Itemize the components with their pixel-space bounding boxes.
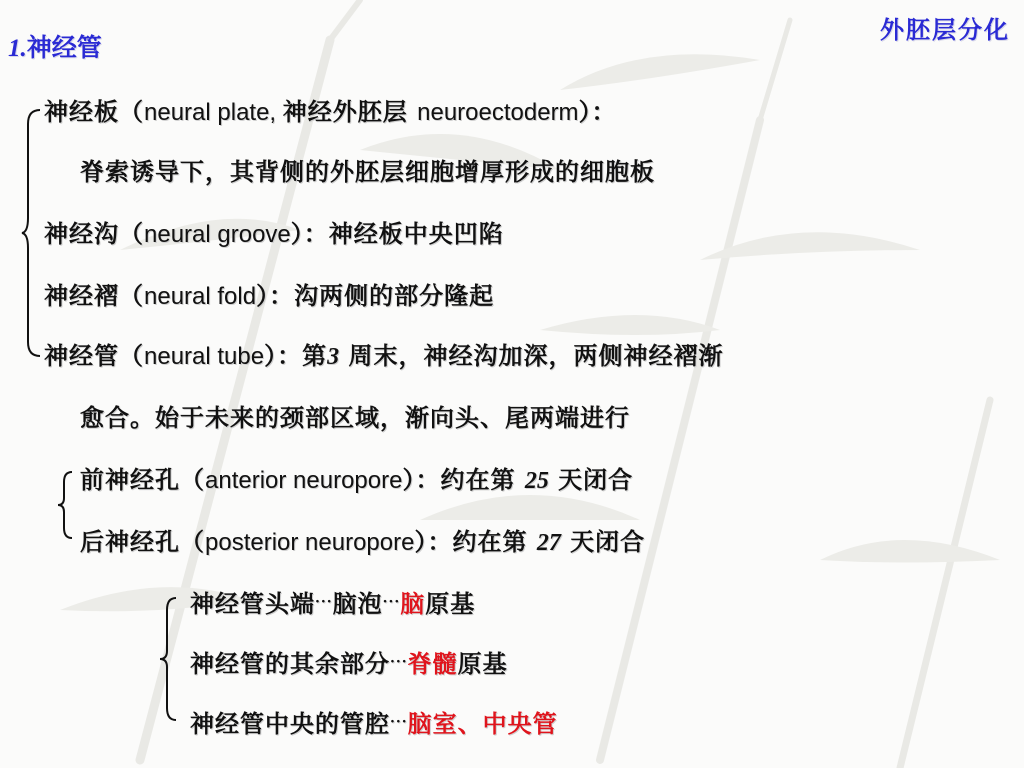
neural-groove-line [44,214,504,249]
slide-heading [8,28,102,64]
tube-part-lumen [190,704,558,739]
anterior-neuropore-day: 25 [524,468,549,494]
posterior-neuropore-tail: 天闭合 [560,527,646,556]
slide-section-title: 外胚层分化 [880,15,1010,44]
neural-tube-desc: 周末，神经沟加深，两侧神经褶渐 [339,341,724,370]
tube-part-head-mid: 脑泡 [332,589,383,618]
heading-text: 神经管 [26,33,102,62]
neural-plate-description [80,152,655,187]
tube-part-rest-red: 脊髓 [407,649,458,678]
neural-tube-desc-text: 愈合。始于未来的颈部区域，渐向头、尾两端进行 [80,403,630,432]
anterior-neuropore-tail: 天闭合 [548,465,634,494]
anterior-neuropore-mid: ）：约在第 [402,465,525,494]
posterior-neuropore-mid: ）：约在第 [414,527,537,556]
brace-neuropore [56,470,74,540]
neural-fold-en: neural fold [144,283,257,310]
neural-fold-term: 神经褶（ [44,281,144,310]
neural-plate-line [44,92,617,127]
tube-part-rest-sep1: ··· [390,654,408,670]
neural-tube-week: 3 [327,344,340,370]
neural-fold-desc: ）：沟两侧的部分隆起 [256,281,495,310]
neuroectoderm-term: 神经外胚层 [282,97,418,126]
neural-plate-desc-text: 脊索诱导下，其背侧的外胚层细胞增厚形成的细胞板 [80,157,655,186]
neural-groove-en: neural groove [144,221,291,248]
tube-part-head-sep1: ··· [315,594,333,610]
tube-part-lumen-label: 神经管中央的管腔 [190,709,390,738]
tube-part-head-black: 原基 [425,589,476,618]
posterior-neuropore-day: 27 [536,530,561,556]
tube-part-head-label: 神经管头端 [190,589,315,618]
heading-number: 1. [8,35,27,62]
neural-plate-term: 神经板（ [44,97,144,126]
posterior-neuropore-line [80,522,645,557]
tube-part-lumen-sep1: ··· [390,714,408,730]
neural-groove-term: 神经沟（ [44,219,144,248]
neural-fold-line [44,276,494,311]
brace-main [20,108,42,358]
anterior-neuropore-line [80,460,633,495]
posterior-neuropore-en: posterior neuropore [205,529,415,556]
anterior-neuropore-term: 前神经孔（ [80,465,205,494]
neuroectoderm-en: neuroectoderm [417,99,579,126]
neural-plate-tail: ）： [578,97,617,126]
anterior-neuropore-en: anterior neuropore [205,467,403,494]
tube-part-head [190,584,475,619]
neural-groove-desc: ）：神经板中央凹陷 [290,219,504,248]
tube-part-rest-black: 原基 [457,649,508,678]
neural-tube-term: 神经管（ [44,341,144,370]
tube-part-rest-label: 神经管的其余部分 [190,649,390,678]
neural-tube-line [44,336,723,371]
neural-tube-description [80,398,630,433]
tube-part-lumen-red: 脑室、中央管 [407,709,558,738]
neural-tube-mid: ）：第 [264,341,328,370]
tube-part-head-sep2: ··· [382,594,401,610]
brace-tube-parts [158,596,178,722]
posterior-neuropore-term: 后神经孔（ [80,527,205,556]
neural-tube-en: neural tube [144,343,265,370]
tube-part-rest [190,644,508,679]
neural-plate-en: neural plate, [144,99,283,126]
tube-part-head-red: 脑 [400,589,426,618]
